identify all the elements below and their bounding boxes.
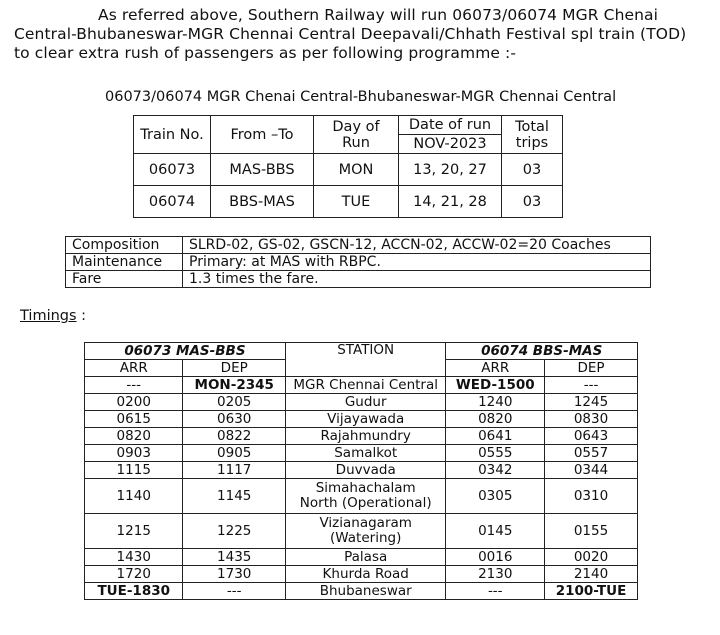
station-name: Khurda Road <box>285 566 445 583</box>
dates-of-run: 14, 21, 28 <box>399 186 502 218</box>
total-trips: 03 <box>502 154 563 186</box>
station-name-line: Simahachalam <box>315 480 416 496</box>
outbound-departure: 0822 <box>183 428 285 445</box>
table-row <box>85 377 638 394</box>
info-value: Primary: at MAS with RBPC. <box>183 254 651 271</box>
header-day-of-run: Day of Run <box>314 116 399 154</box>
header-month: NOV-2023 <box>399 135 502 154</box>
outbound-departure: 0630 <box>183 411 285 428</box>
return-departure: 0830 <box>545 411 638 428</box>
dates-of-run: 13, 20, 27 <box>399 154 502 186</box>
station-name: Duvvada <box>285 462 445 479</box>
day-of-run: MON <box>314 154 399 186</box>
timings-table <box>84 342 638 600</box>
outbound-arr-header: ARR <box>85 360 183 377</box>
outbound-departure: MON-2345 <box>183 377 285 394</box>
station-name: Samalkot <box>285 445 445 462</box>
return-arrival: 0820 <box>446 411 545 428</box>
outbound-arrival: 1140 <box>85 479 183 514</box>
return-arrival: 0145 <box>446 514 545 549</box>
return-arrival: 0342 <box>446 462 545 479</box>
station-name: Gudur <box>285 394 445 411</box>
return-arrival: WED-1500 <box>446 377 545 394</box>
outbound-arrival: 1215 <box>85 514 183 549</box>
info-label: Fare <box>66 271 183 288</box>
outbound-arrival: 0903 <box>85 445 183 462</box>
schedule-summary-table <box>133 115 563 218</box>
return-arrival: 2130 <box>446 566 545 583</box>
return-arr-header: ARR <box>446 360 545 377</box>
return-arrival: 1240 <box>446 394 545 411</box>
return-dep-header: DEP <box>545 360 638 377</box>
return-departure: 0643 <box>545 428 638 445</box>
table-row <box>85 394 638 411</box>
return-arrival: --- <box>446 583 545 600</box>
day-of-run: TUE <box>314 186 399 218</box>
route-heading: 06073/06074 MGR Chenai Central-Bhubaneswar-MGR Chennai Central <box>105 89 617 105</box>
station-header: STATION <box>285 343 445 377</box>
outbound-departure: 1225 <box>183 514 285 549</box>
intro-paragraph: As referred above, Southern Railway will run 06073/06074 MGR Chenai Central-Bhubaneswar-MGR Chennai Central Deepavali/Chhath Festival spl train (TOD) to clear extra rush of passengers as per following programme :- <box>14 6 687 62</box>
timings-heading-text: Timings <box>20 308 77 324</box>
return-arrival: 0641 <box>446 428 545 445</box>
outbound-arrival: 1720 <box>85 566 183 583</box>
outbound-departure: 1145 <box>183 479 285 514</box>
station-name <box>285 514 445 549</box>
outbound-departure: --- <box>183 583 285 600</box>
header-total-trips: Total trips <box>502 116 563 154</box>
table-row <box>85 462 638 479</box>
outbound-departure: 1730 <box>183 566 285 583</box>
table-row <box>85 566 638 583</box>
table-row <box>85 445 638 462</box>
outbound-arrival: 0200 <box>85 394 183 411</box>
outbound-departure: 0905 <box>183 445 285 462</box>
return-arrival: 0016 <box>446 549 545 566</box>
table-row <box>134 154 563 186</box>
outbound-departure: 1435 <box>183 549 285 566</box>
timings-heading-colon: : <box>76 308 87 324</box>
station-name: Rajahmundry <box>285 428 445 445</box>
info-value: SLRD-02, GS-02, GSCN-12, ACCN-02, ACCW-02=20 Coaches <box>183 237 651 254</box>
outbound-arrival: --- <box>85 377 183 394</box>
return-departure: 0155 <box>545 514 638 549</box>
total-trips: 03 <box>502 186 563 218</box>
return-departure: 0344 <box>545 462 638 479</box>
return-departure: 0310 <box>545 479 638 514</box>
info-row-composition <box>66 237 651 254</box>
route: MAS-BBS <box>211 154 314 186</box>
info-row-fare <box>66 271 651 288</box>
return-arrival: 0305 <box>446 479 545 514</box>
outbound-arrival: 1430 <box>85 549 183 566</box>
outbound-dep-header: DEP <box>183 360 285 377</box>
train-number: 06074 <box>134 186 211 218</box>
outbound-arrival: 0820 <box>85 428 183 445</box>
header-train-no: Train No. <box>134 116 211 154</box>
outbound-departure: 0205 <box>183 394 285 411</box>
return-departure: 2140 <box>545 566 638 583</box>
table-row <box>85 583 638 600</box>
header-from-to: From –To <box>211 116 314 154</box>
station-name-line: Vizianagaram <box>319 515 412 531</box>
outbound-arrival: TUE-1830 <box>85 583 183 600</box>
table-row <box>85 479 638 514</box>
table-row <box>134 186 563 218</box>
station-name: Palasa <box>285 549 445 566</box>
station-name: Vijayawada <box>285 411 445 428</box>
return-departure: 0557 <box>545 445 638 462</box>
train-number: 06073 <box>134 154 211 186</box>
header-date-of-run: Date of run <box>399 116 502 135</box>
table-row <box>85 411 638 428</box>
info-label: Maintenance <box>66 254 183 271</box>
station-name-line: North (Operational) <box>299 495 432 511</box>
station-name: Bhubaneswar <box>285 583 445 600</box>
table-row <box>85 549 638 566</box>
info-row-maintenance <box>66 254 651 271</box>
info-value: 1.3 times the fare. <box>183 271 651 288</box>
outbound-arrival: 0615 <box>85 411 183 428</box>
outbound-arrival: 1115 <box>85 462 183 479</box>
table-row <box>85 428 638 445</box>
outbound-departure: 1117 <box>183 462 285 479</box>
station-name: MGR Chennai Central <box>285 377 445 394</box>
timings-heading <box>20 308 86 324</box>
outbound-train-header: 06073 MAS-BBS <box>85 343 286 360</box>
station-name <box>285 479 445 514</box>
table-row <box>85 514 638 549</box>
return-departure: 1245 <box>545 394 638 411</box>
train-info-table <box>65 236 651 288</box>
info-label: Composition <box>66 237 183 254</box>
return-departure: 2100-TUE <box>545 583 638 600</box>
return-train-header: 06074 BBS-MAS <box>446 343 638 360</box>
return-departure: --- <box>545 377 638 394</box>
return-arrival: 0555 <box>446 445 545 462</box>
return-departure: 0020 <box>545 549 638 566</box>
route: BBS-MAS <box>211 186 314 218</box>
station-name-line: (Watering) <box>330 530 402 546</box>
